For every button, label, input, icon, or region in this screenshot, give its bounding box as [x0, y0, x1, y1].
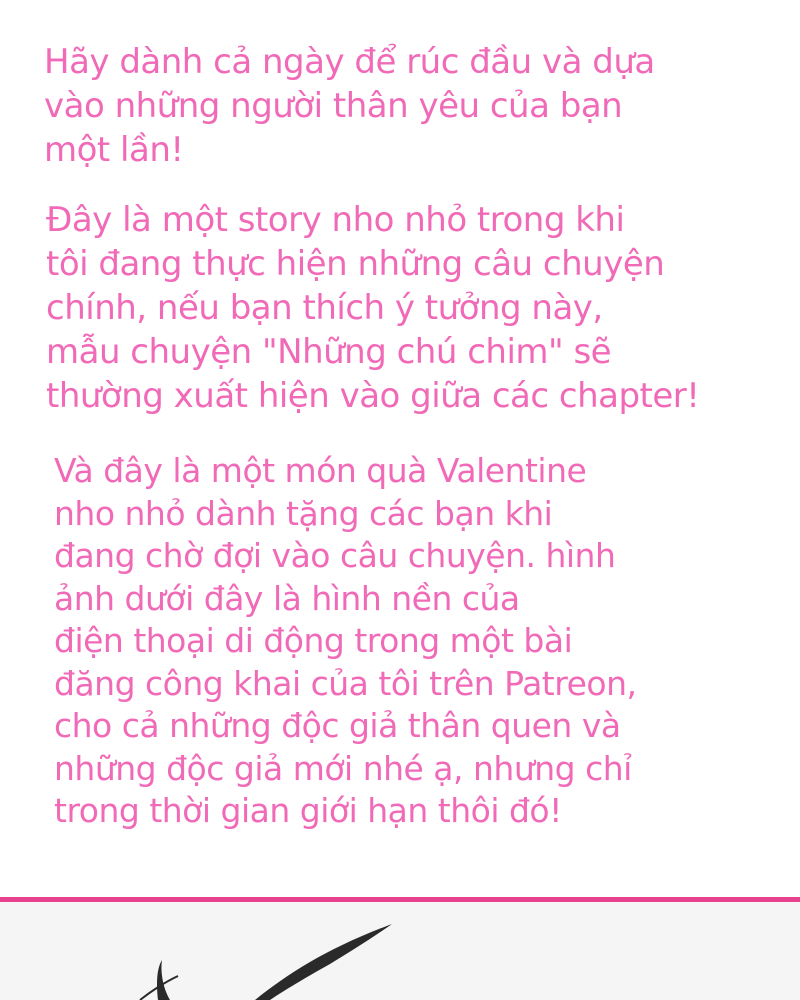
text-line: một lần!: [44, 130, 184, 170]
text-line: tôi đang thực hiện những câu chuyện: [46, 244, 665, 284]
story-note-paragraph: [46, 198, 699, 418]
text-line: Hãy dành cả ngày để rúc đầu và dựa: [44, 42, 655, 82]
intro-paragraph: [44, 40, 655, 172]
ink-stroke-curve: [255, 924, 392, 1000]
text-line: đăng công khai của tôi trên Patreon,: [54, 663, 637, 703]
text-line: Và đây là một món quà Valentine: [54, 451, 587, 490]
valentine-note-paragraph: [54, 450, 636, 833]
text-line: những độc giả mới nhé ạ, nhưng chỉ: [54, 748, 632, 788]
text-line: trong thời gian giới hạn thôi đó!: [54, 791, 562, 830]
text-line: vào những người thân yêu của bạn: [44, 86, 623, 126]
text-line: chính, nếu bạn thích ý tưởng này,: [46, 288, 603, 328]
ink-sketch-illustration: [0, 902, 800, 1000]
text-line: đang chờ đợi vào câu chuyện. hình: [54, 536, 616, 575]
text-line: nho nhỏ dành tặng các bạn khi: [54, 493, 553, 533]
text-line: điện thoại di động trong một bài: [54, 621, 573, 660]
text-line: mẫu chuyện "Những chú chim" sẽ: [46, 332, 612, 372]
text-line: Đây là một story nho nhỏ trong khi: [46, 200, 625, 240]
text-line: cho cả những độc giả thân quen và: [54, 706, 621, 745]
text-line: thường xuất hiện vào giữa các chapter!: [46, 376, 700, 416]
text-line: ảnh dưới đây là hình nền của: [54, 578, 520, 618]
